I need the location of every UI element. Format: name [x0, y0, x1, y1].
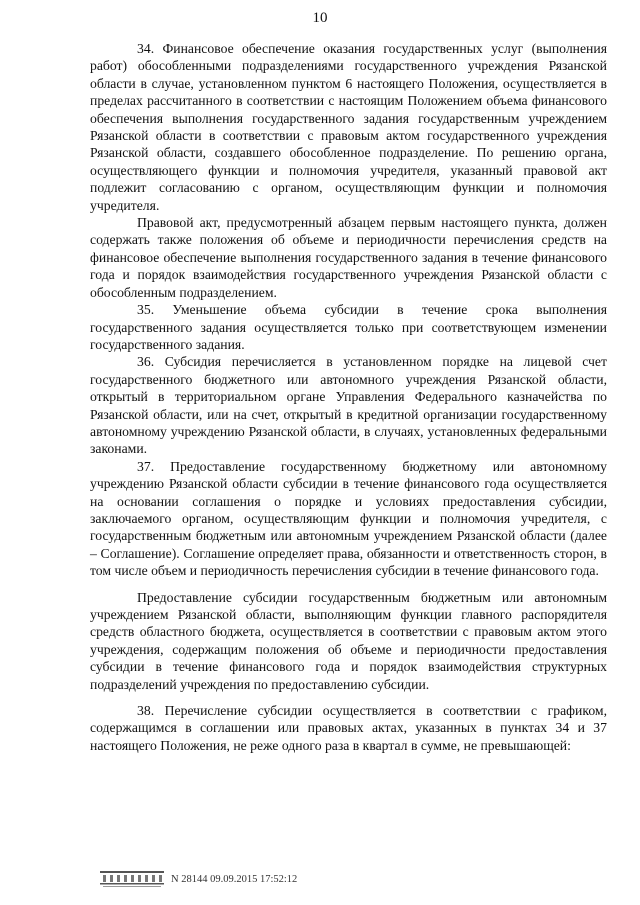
page-number: 10 [312, 10, 328, 26]
government-logo-icon [99, 869, 165, 889]
paragraph-38: 38. Перечисление субсидии осуществляется в соответствии с графиком, содержащимся в соглашении или правовых актах, указанных в пунктах 34 и 37 настоящего Положения, не реже одного раза в квартал в сумме, не превышающей: [90, 703, 607, 753]
footer [99, 868, 297, 890]
paragraph-37-provision: Предоставление субсидии государственным бюджетным или автономным учреждением Рязанской области, выполняющим функции главного распорядителя средств областного бюджета, осуществляется в соответствии с правовым актом этого учреждения, содержащим положения об объеме и периодичности предоставления субсидии в течение финансового года и порядок взаимодействия структурных подразделений учреждения по предоставлению субсидии. [90, 589, 607, 692]
paragraph-36: 36. Субсидия перечисляется в установленном порядке на лицевой счет государственного бюджетного или автономного учреждения Рязанской области, открытый в территориальном органе Управления Федерального казначейства по Рязанской области, или на счет, открытый в кредитной организации государственному автономному учреждению Рязанской области, в случаях, установленных федеральными законами. [90, 354, 607, 457]
registration-stamp: N 28144 09.09.2015 17:52:12 [171, 873, 298, 885]
paragraph-34: 34. Финансовое обеспечение оказания государственных услуг (выполнения работ) обособленными подразделениями государственного учреждения Рязанской области в случае, установленном пунктом 6 настоящего Положения, осуществляется в пределах рассчитанного в соответствии с настоящим Положением объема финансового обеспечения выполнения государственного задания государственным учреждением Рязанской области в соответствии с правовым актом государственного учреждения Рязанской области, создавшего обособленное подразделение. По решению органа, осуществляющего функции и полномочия учредителя, указанный правовой акт подлежит согласованию с органом, осуществляющим функции и полномочия учредителя. [90, 41, 607, 213]
paragraph-37: 37. Предоставление государственному бюджетному или автономному учреждению Рязанской области субсидии в течение финансового года осуществляется на основании соглашения о порядке и условиях предоставления субсидии, заключаемого органом, осуществляющим функции и полномочия учредителя, с государственным бюджетным или автономным учреждением Рязанской области (далее – Соглашение). Соглашение определяет права, обязанности и ответственность сторон, в том числе объем и периодичность перечисления субсидии в течение финансового года. [90, 458, 607, 579]
paragraph-35: 35. Уменьшение объема субсидии в течение срока выполнения государственного задания осуществляется только при соответствующем изменении государственного задания. [90, 302, 607, 352]
paragraph-34-legal-act: Правовой акт, предусмотренный абзацем первым настоящего пункта, должен содержать также положения об объеме и периодичности перечисления средств на финансовое обеспечение выполнения государственного задания в течение финансового года и порядок взаимодействия государственного учреждения Рязанской области с обособленным подразделением. [90, 215, 607, 300]
document-body [90, 40, 607, 754]
